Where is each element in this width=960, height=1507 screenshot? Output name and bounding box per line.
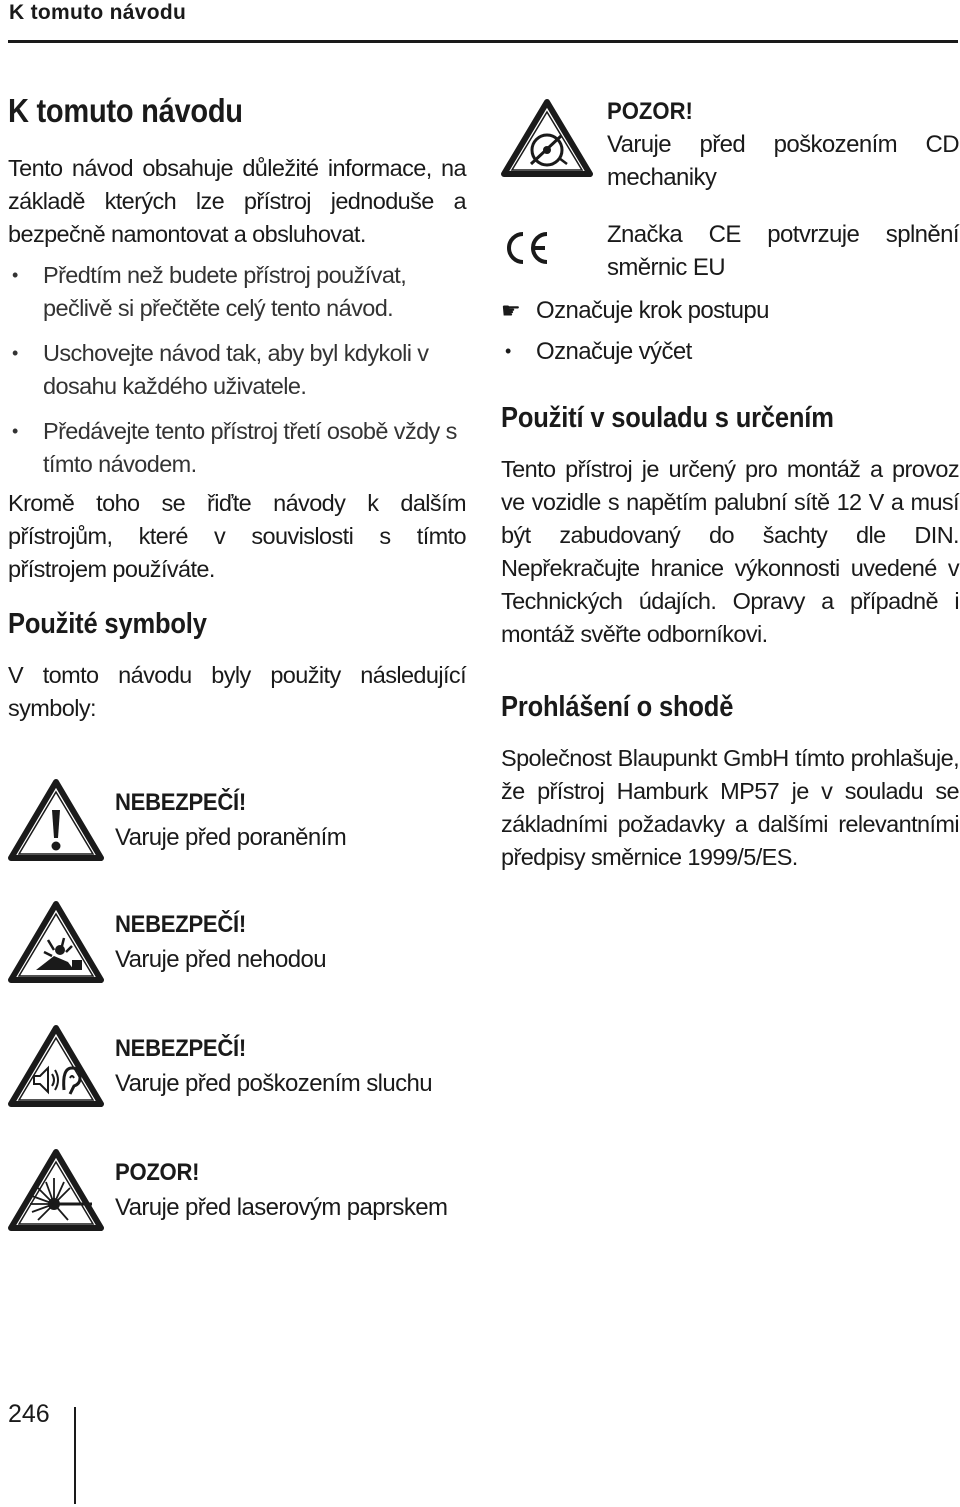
cd-warning-label: POZOR!	[607, 98, 693, 125]
conformity-text: Společnost Blaupunkt GmbH tímto prohlašuje, že přístroj Hamburk MP57 je v souladu se základními požadavky a dalšími relevantními předpisy směrnice 1999/5/ES.	[501, 745, 959, 870]
symbol-label: NEBEZPEČÍ!	[115, 789, 246, 816]
warning-exclamation-icon	[8, 778, 104, 862]
section-title-symbols: Použité symboly	[8, 608, 207, 640]
accident-hazard-icon	[8, 900, 104, 984]
hearing-damage-icon	[8, 1024, 104, 1108]
intended-use-text: Tento přístroj je určený pro montáž a provoz ve vozidle s napětím palubní sítě 12 V a musí být zabudovaný do šachty dle DIN. Nepřekračujte hranice výkonnosti uvedené v Technických údajích. Opravy a případně i montáž svěřte odborníkovi.	[501, 456, 959, 647]
section-title-conformity: Prohlášení o shodě	[501, 691, 734, 723]
cd-mechanism-warning-icon	[501, 98, 593, 178]
header-rule	[8, 40, 958, 43]
cd-warning-description: Varuje před poškozením CD mechaniky	[607, 131, 959, 191]
symbol-row	[8, 1148, 478, 1258]
page-number: 246	[8, 1400, 50, 1428]
ce-mark-description: Značka CE potvrzuje splnění směrnic EU	[607, 221, 959, 281]
step-marker-row	[501, 294, 959, 327]
step-marker-text: Označuje krok postupu	[536, 297, 769, 324]
symbol-description: Varuje před poraněním	[115, 824, 347, 851]
left-column	[8, 92, 466, 725]
intro-bullet-list	[8, 259, 466, 481]
symbol-description: Varuje před laserovým paprskem	[115, 1194, 448, 1221]
list-item: • Uschovejte návod tak, aby byl kdykoli v dosahu každého uživatele.	[8, 337, 466, 403]
footer-rule	[74, 1407, 76, 1504]
pointing-hand-icon: ☛	[501, 298, 521, 323]
list-item: • Předávejte tento přístroj třetí osobě vždy s tímto návodem.	[8, 415, 466, 481]
bullet-icon: •	[505, 341, 511, 361]
symbol-row	[8, 1024, 478, 1134]
ce-mark-icon	[501, 228, 553, 268]
intro-lead: Tento návod obsahuje důležité informace, na základě kterých lze přístroj jednoduše a bezpečně namontovat a obsluhovat.	[8, 155, 466, 247]
symbol-label: NEBEZPEČÍ!	[115, 911, 246, 938]
list-item: • Předtím než budete přístroj používat, pečlivě si přečtěte celý tento návod.	[8, 259, 466, 325]
section-title-intro: K tomuto návodu	[8, 92, 243, 129]
section-title-intended-use: Použití v souladu s určením	[501, 402, 834, 434]
symbol-row	[8, 900, 478, 1010]
symbol-label: POZOR!	[115, 1159, 200, 1186]
symbol-label: NEBEZPEČÍ!	[115, 1035, 246, 1062]
ce-mark-row	[501, 218, 959, 294]
laser-beam-icon	[8, 1148, 104, 1232]
intro-closing: Kromě toho se řiďte návody k dalším přístrojům, které v souvislosti s tímto přístrojem používáte.	[8, 490, 466, 582]
symbols-lead: V tomto návodu byly použity následující symboly:	[8, 662, 466, 721]
symbol-description: Varuje před poškozením sluchu	[115, 1070, 433, 1097]
list-marker-text: Označuje výčet	[536, 338, 692, 365]
right-column	[501, 96, 959, 874]
running-header: K tomuto návodu	[9, 1, 187, 24]
list-marker-row	[501, 335, 959, 368]
cd-warning-row	[501, 96, 959, 208]
symbol-row	[8, 778, 478, 888]
symbol-description: Varuje před nehodou	[115, 946, 326, 973]
